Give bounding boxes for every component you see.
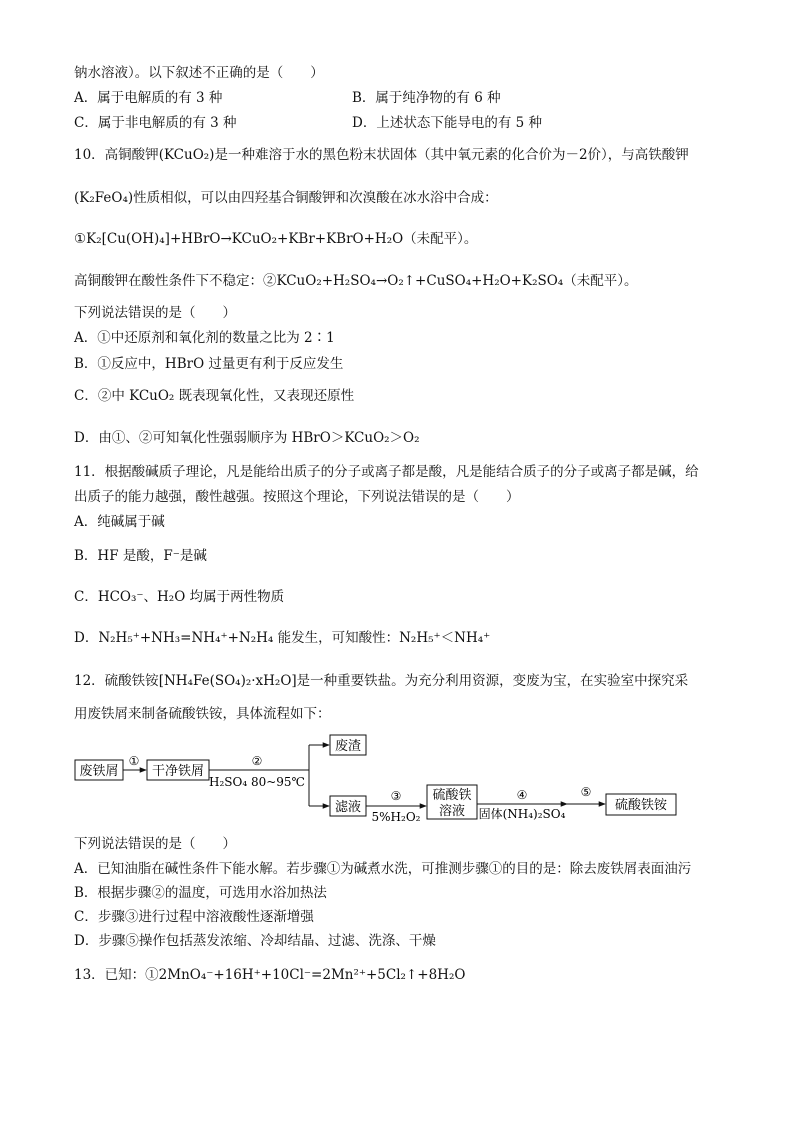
flow-box-residue-label: 废渣 xyxy=(334,739,362,754)
q11-stem-line1: 11．根据酸碱质子理论，凡是能给出质子的分子或离子都是酸，凡是能结合质子的分子或离子都是碱，给 xyxy=(74,464,699,480)
q12-option-b: B．根据步骤②的温度，可选用水浴加热法 xyxy=(74,885,327,901)
q12-flow-diagram xyxy=(74,728,714,828)
q10-reaction-2: ②KCuO₂+H₂SO₄→O₂↑+CuSO₄+H₂O+K₂SO₄（未配平）。 xyxy=(263,273,638,289)
q13-stem: 13．已知：①2MnO₄⁻+16H⁺+10Cl⁻=2Mn²⁺+5Cl₂↑+8H₂O xyxy=(74,967,466,983)
q10-prompt: 下列说法错误的是（ ） xyxy=(74,305,236,321)
flow-step-3: ③ xyxy=(390,789,402,803)
q10-stem-text3: 高铜酸钾在酸性条件下不稳定： xyxy=(74,273,263,289)
q10-reaction-1: ①K₂[Cu(OH)₄]+HBrO→KCuO₂+KBr+KBrO+H₂O（未配平）。 xyxy=(74,231,478,247)
q12-prompt: 下列说法错误的是（ ） xyxy=(74,836,236,852)
q10-option-c: C．②中 KCuO₂ 既表现氧化性，又表现还原性 xyxy=(74,388,355,404)
q12-number: 12．硫酸铁铵 xyxy=(74,673,159,689)
q11-option-c: C．HCO₃⁻、H₂O 均属于两性物质 xyxy=(74,589,285,605)
flow-box-clean-iron-label: 干净铁屑 xyxy=(151,764,205,779)
q10-formula-k2feo4: (K₂FeO₄) xyxy=(74,190,134,206)
q10-number: 10．高铜酸钾 xyxy=(74,147,159,163)
q9-option-c: C．属于非电解质的有 3 种 xyxy=(74,115,237,131)
q12-formula: [NH₄Fe(SO₄)₂·xH₂O] xyxy=(158,673,297,689)
flow-condition-4: 固体(NH₄)₂SO₄ xyxy=(478,807,566,821)
flow-condition-3: 5%H₂O₂ xyxy=(371,810,421,824)
flow-box-ferric-sulfate-label-2: 溶液 xyxy=(438,804,466,819)
q12-stem-line2: 用废铁屑来制备硫酸铁铵，具体流程如下： xyxy=(74,706,331,722)
q10-stem-line1 xyxy=(74,145,689,165)
flow-box-ferric-sulfate-label-1: 硫酸铁 xyxy=(432,788,472,803)
q9-option-a: A．属于电解质的有 3 种 xyxy=(74,90,223,106)
flow-step-5: ⑤ xyxy=(580,785,592,799)
q12-stem-line1 xyxy=(74,671,688,691)
flow-condition-2: H₂SO₄ 80~95℃ xyxy=(209,775,305,789)
q11-option-d: D．N₂H₅⁺+NH₃=NH₄⁺+N₂H₄ 能发生，可知酸性：N₂H₅⁺＜NH₄⁺ xyxy=(74,630,491,646)
flow-step-1: ① xyxy=(128,754,140,768)
q10-stem-line3 xyxy=(74,271,637,291)
q11-option-b: B．HF 是酸，F⁻是碱 xyxy=(74,548,207,564)
flow-box-waste-iron-label: 废铁屑 xyxy=(79,764,119,779)
q11-option-a: A．纯碱属于碱 xyxy=(74,514,165,530)
flow-step-4: ④ xyxy=(516,788,528,802)
q10-option-b: B．①反应中，HBrO 过量更有利于反应发生 xyxy=(74,356,344,372)
q12-option-d: D．步骤⑤操作包括蒸发浓缩、冷却结晶、过滤、洗涤、干燥 xyxy=(74,933,436,949)
flow-box-product-label: 硫酸铁铵 xyxy=(614,798,668,813)
q11-stem-line2: 出质子的能力越强，酸性越强。按照这个理论，下列说法错误的是（ ） xyxy=(74,489,520,505)
q10-stem-text1: 是一种难溶于水的黑色粉末状固体（其中氧元素的化合价为－2价），与高铁酸钾 xyxy=(214,147,689,163)
q10-option-d: D．由①、②可知氧化性强弱顺序为 HBrO＞KCuO₂＞O₂ xyxy=(74,430,420,446)
q9-stem-tail: 钠水溶液）。以下叙述不正确的是（ ） xyxy=(74,65,324,81)
q9-option-d: D．上述状态下能导电的有 5 种 xyxy=(352,115,542,131)
q12-option-c: C．步骤③进行过程中溶液酸性逐渐增强 xyxy=(74,909,314,925)
q10-stem-line2 xyxy=(74,188,498,208)
flow-step-2: ② xyxy=(251,754,263,768)
q12-option-a: A．已知油脂在碱性条件下能水解。若步骤①为碱煮水洗，可推测步骤①的目的是：除去废铁屑表面油污 xyxy=(74,861,692,877)
q9-option-b: B．属于纯净物的有 6 种 xyxy=(352,90,501,106)
q12-stem-text1: 是一种重要铁盐。为充分利用资源，变废为宝，在实验室中探究采 xyxy=(296,673,689,689)
q10-option-a: A．①中还原剂和氧化剂的数量之比为 2∶1 xyxy=(74,330,335,346)
q10-formula-kcuo2: (KCuO₂) xyxy=(158,147,215,163)
q10-stem-text2: 性质相似，可以由四羟基合铜酸钾和次溴酸在冰水浴中合成： xyxy=(133,190,498,206)
flow-box-filtrate-label: 滤液 xyxy=(334,800,362,815)
